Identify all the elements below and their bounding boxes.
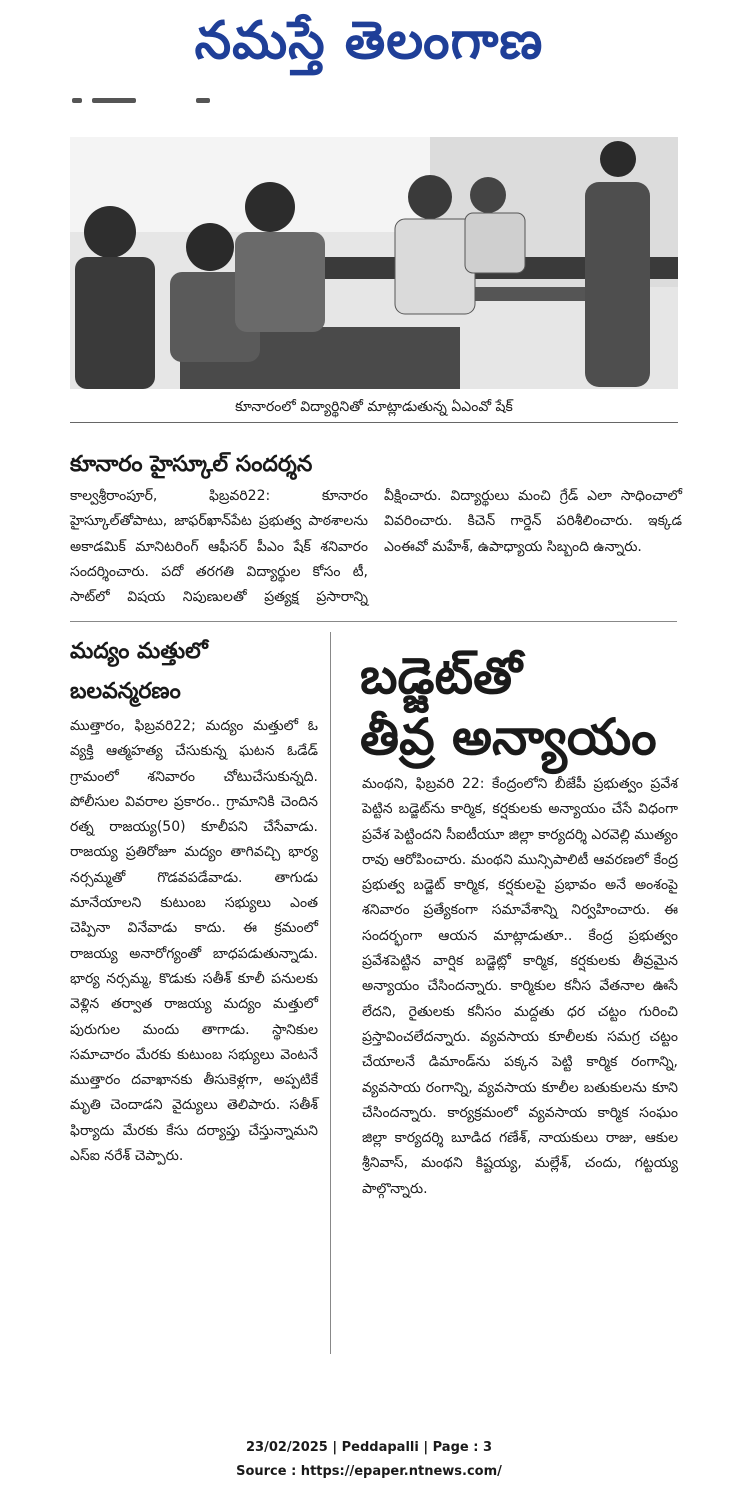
article1-headline: కూనారం హైస్కూల్ సందర్శన <box>70 452 313 477</box>
classroom-photo-illustration <box>70 137 678 389</box>
header-rule-marks <box>72 98 222 106</box>
footer-date-edition: 23/02/2025 | Peddapalli | Page : 3 <box>245 1440 492 1455</box>
masthead-title: నమస్తే తెలంగాణ <box>194 10 544 71</box>
article2-headline-line1: మద్యం మత్తులో <box>70 639 208 664</box>
article2-headline-line2: బలవన్మరణం <box>70 679 181 704</box>
article3-body: మంథని, ఫిబ్రవరి 22: కేంద్రంలోని బీజేపీ ప్రభుత్వం ప్రవేశ పెట్టిన బడ్జెట్‌ను కార్మిక, కర్షకులకు అన్యాయం చేసే విధంగా ప్రవేశ పెట్టిందని సీఐటీయూ జిల్లా కార్యదర్శి ఎరవెల్లి ముత్యం రావు ఆరోపించారు. మంథని మున్సిపాలిటీ ఆవరణలో కేంద్ర ప్రభుత్వ బడ్జెట్ కార్మిక, కర్షకులపై ప్రభావం అనే అంశంపై శనివారం ప్రత్యేకంగా సమావేశాన్ని నిర్వహించారు. ఈ సందర్భంగా ఆయన మాట్లాడుతూ.. కేంద్ర ప్రభుత్వం ప్రవేశపెట్టిన వార్షిక బడ్జెట్లో కార్మిక, కర్షకులకు తీవ్రమైన అన్యాయం చేసిందన్నారు. కార్మికుల కనీస వేతనాల ఊసే లేదని, రైతులకు కనీసం మద్దతు ధర చట్టం గురించి ప్రస్తావించలేదన్నారు. వ్యవసాయ కూలీలకు సమగ్ర చట్టం చేయాలనే డిమాండ్‌ను పక్కన పెట్టి కార్మిక రంగాన్ని, వ్యవసాయ రంగాన్ని, వ్యవసాయ కూలీల బతుకులను కూని చేసిందన్నారు. కార్యక్రమంలో వ్యవసాయ కార్మిక సంఘం జిల్లా కార్యదర్శి బూడిద గణేశ్, నాయకులు రాజు, ఆకుల శ్రీనివాస్, మంథని కిష్టయ్య, మల్లేశ్, చందు, గట్టయ్య పాల్గొన్నారు. <box>362 776 678 1197</box>
news-photo <box>70 137 678 389</box>
section-divider <box>70 621 677 622</box>
article2-body: ముత్తారం, ఫిబ్రవరి22; మద్యం మత్తులో ఓ వ్యక్తి ఆత్మహత్య చేసుకున్న ఘటన ఓడేడ్ గ్రామంలో శనివారం చోటుచేసుకున్నది. పోలీసుల వివరాల ప్రకారం.. గ్రామానికి చెందిన రత్న రాజయ్య(50) కూలీపని చేసేవాడు. రాజయ్య ప్రతిరోజూ మద్యం తాగివచ్చి భార్య నర్సమ్మతో గొడవపడేవాడు. తాగుడు మానేయాలని కుటుంబ సభ్యులు ఎంత చెప్పినా వినేవాడు కాదు. ఈ క్రమంలో రాజయ్య అనారోగ్యంతో బాధపడుతున్నాడు. భార్య నర్సమ్మ, కొడుకు సతీశ్ కూలీ పనులకు వెళ్లిన తర్వాత రాజయ్య మద్యం మత్తులో పురుగుల మందు తాగాడు. స్థానికుల సమాచారం మేరకు కుటుంబ సభ్యులు వెంటనే ముత్తారం దవాఖానకు తీసుకెళ్లగా, అప్పటికే మృతి చెందాడని వైద్యులు తెలిపారు. సతీశ్ ఫిర్యాదు మేరకు కేసు దర్యాప్తు చేస్తున్నామని ఎస్ఐ నరేశ్ చెప్పారు. <box>70 718 318 1165</box>
photo-caption: కూనారంలో విద్యార్థినితో మాట్లాడుతున్న ఏఎంవో షేక్ <box>70 392 678 423</box>
footer-source: Source : https://epaper.ntnews.com/ <box>236 1464 502 1479</box>
article3-headline-line1: బడ్జెట్‌తో <box>360 647 522 705</box>
article3-headline-line2: తీవ్ర అన్యాయం <box>360 708 657 766</box>
column-divider <box>330 632 331 1354</box>
article1-body: కాల్వశ్రీరాంపూర్, ఫిబ్రవరి22: కూనారం హైస్కూల్‌తోపాటు, జాఫర్‌ఖాన్‌పేట ప్రభుత్వ పాఠశాలను అకాడమిక్ మానిటరింగ్ ఆఫీసర్ పీఎం షేక్ శనివారం సందర్శించారు. పదో తరగతి విద్యార్థుల కోసం టీ, సాట్‌లో విషయ నిపుణులతో ప్రత్యక్ష ప్రసారాన్ని వీక్షించారు. విద్యార్థులు మంచి గ్రేడ్ ఎలా సాధించాలో వివరించారు. కిచెన్ గార్డెన్ పరిశీలించారు. ఇక్కడ ఎంఈవో మహేశ్, ఉపాధ్యాయ సిబ్బంది ఉన్నారు. <box>70 488 682 606</box>
